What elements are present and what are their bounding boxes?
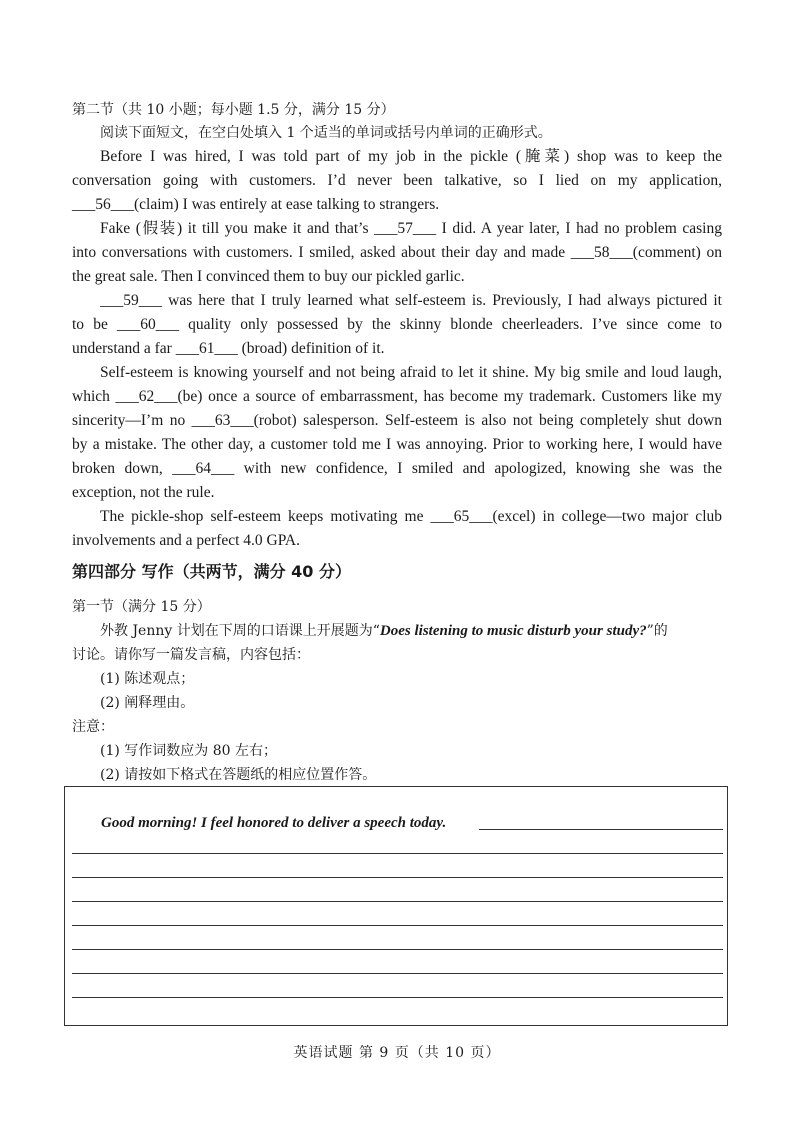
passage-line: which ___62___(be) once a source of embarrassment, has become my trademark. Customers like my	[72, 388, 722, 405]
prompt-point: (2) 阐释理由。	[100, 695, 195, 711]
prompt-point: (1) 陈述观点；	[100, 671, 195, 687]
passage-line: Before I was hired, I was told part of my job in the pickle (腌菜) shop was to keep the	[100, 148, 722, 165]
passage-line: involvements and a perfect 4.0 GPA.	[72, 532, 301, 549]
writing-prompt-line2: 讨论。请你写一篇发言稿，内容包括：	[72, 647, 310, 663]
writing-prompt	[100, 619, 730, 643]
speech-opening: Good morning! I feel honored to deliver a speech today.	[101, 815, 447, 831]
passage-line: to be ___60___ quality only possessed by the skinny blonde cheerleaders. I’ve since come to	[72, 316, 722, 333]
subsection-title: 第一节（满分 15 分）	[72, 599, 211, 615]
section-instruction: 阅读下面短文，在空白处填入 1 个适当的单词或括号内单词的正确形式。	[100, 125, 552, 141]
passage-line: broken down, ___64___ with new confidence, I smiled and apologized, knowing she was the	[72, 460, 722, 477]
prompt-topic: Does listening to music disturb your study?	[379, 623, 647, 639]
prompt-after: ”的	[646, 623, 668, 639]
prompt-before: 外教 Jenny 计划在下周的口语课上开展题为“	[100, 623, 380, 639]
passage-line: the great sale. Then I convinced them to buy our pickled garlic.	[72, 268, 465, 285]
writing-line	[72, 901, 723, 902]
passage-line: sincerity—I’m no ___63___(robot) salesperson. Self-esteem is also not being completely shut down	[72, 412, 722, 429]
passage-line: ___59___ was here that I truly learned what self-esteem is. Previously, I had always pictured it	[100, 292, 722, 309]
note-item: (2) 请按如下格式在答题纸的相应位置作答。	[100, 767, 377, 783]
passage-line: exception, not the rule.	[72, 484, 215, 501]
passage-line: understand a far ___61___ (broad) definition of it.	[72, 340, 385, 357]
writing-line	[72, 925, 723, 926]
passage-line: Self-esteem is knowing yourself and not being afraid to let it shine. My big smile and loud laugh,	[100, 364, 722, 381]
passage-line: conversation going with customers. I’d never been talkative, so I lied on my application,	[72, 172, 722, 189]
passage-line: ___56___(claim) I was entirely at ease talking to strangers.	[72, 196, 440, 213]
passage-line: into conversations with customers. I smiled, asked about their day and made ___58___(comment) on	[72, 244, 722, 261]
passage-line: by a mistake. The other day, a customer told me I was annoying. Prior to working here, I would have	[72, 436, 722, 453]
part-heading: 第四部分 写作（共两节，满分 40 分）	[72, 562, 351, 581]
writing-line	[72, 973, 723, 974]
passage-line: Fake (假装) it till you make it and that’s ___57___ I did. A year later, I had no problem casing	[100, 220, 722, 237]
writing-line	[479, 829, 723, 830]
page-footer: 英语试题 第 9 页（共 10 页）	[293, 1045, 501, 1061]
section-title: 第二节（共 10 小题；每小题 1.5 分，满分 15 分）	[72, 102, 395, 118]
notes-label: 注意：	[72, 719, 114, 735]
note-item: (1) 写作词数应为 80 左右；	[100, 743, 277, 759]
writing-line	[72, 853, 723, 854]
writing-line	[72, 997, 723, 998]
writing-line	[72, 877, 723, 878]
passage-line: The pickle-shop self-esteem keeps motivating me ___65___(excel) in college—two major club	[100, 508, 722, 525]
writing-line	[72, 949, 723, 950]
answer-box	[64, 786, 728, 1026]
